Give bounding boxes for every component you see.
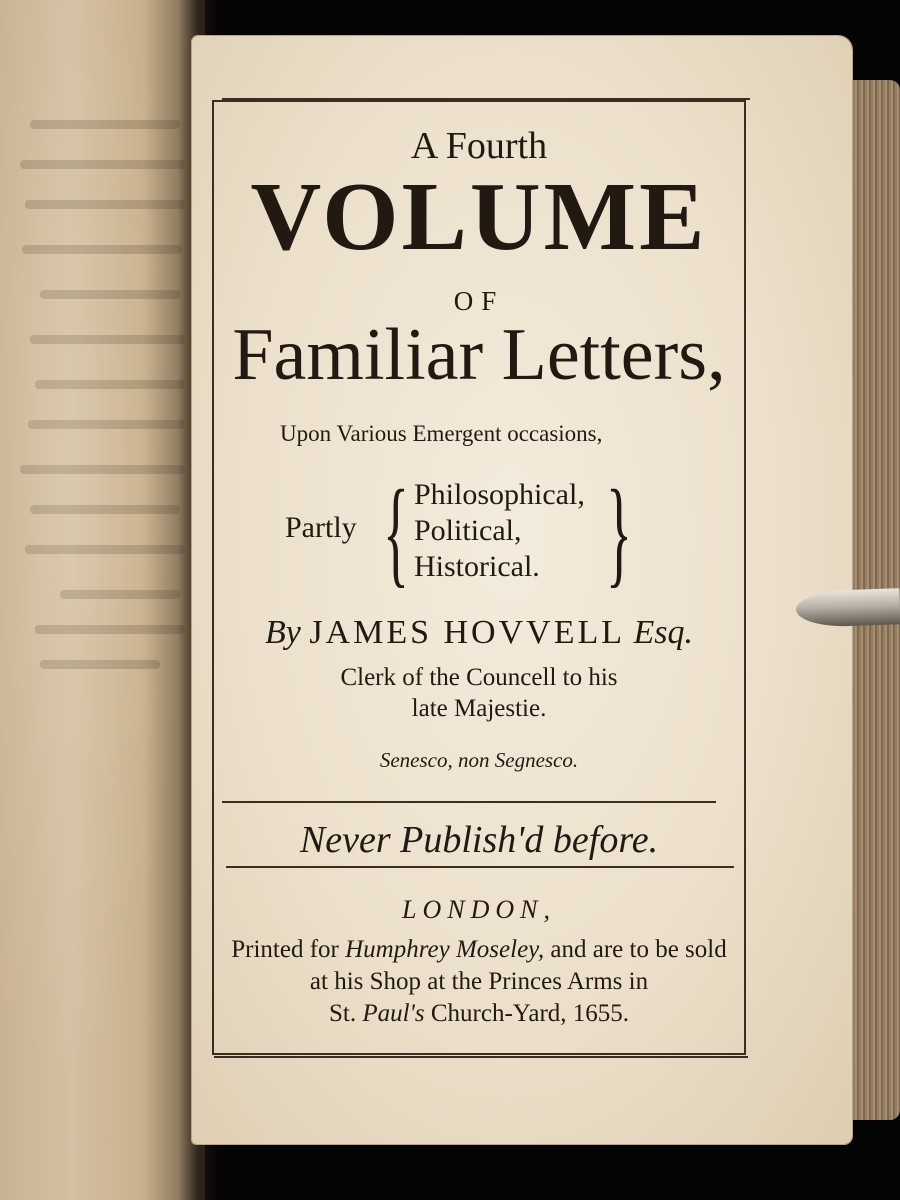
show-through-text [35,625,185,634]
divider-rule-upper [222,801,716,803]
partly-label: Partly [285,511,357,544]
show-through-text [30,120,180,129]
show-through-text [40,660,160,669]
show-through-text [35,380,185,389]
left-page [0,0,205,1200]
imprint-line-3-start: St. [328,1000,363,1027]
title-line-familiar-letters: Familiar Letters, [232,314,726,396]
imprint-publisher: Humphrey Moseley, [345,936,545,963]
show-through-text [20,465,185,474]
show-through-text [25,200,185,209]
left-brace-glyph: { [383,465,409,598]
imprint-paul: Paul's [362,1000,425,1027]
author-by: By [264,614,301,651]
imprint-line-1-start: Printed for [231,936,346,963]
author-office-line-2: late Majestie. [411,695,547,722]
author-office-line-1: Clerk of the Councell to his [340,664,618,691]
imprint-line-1 [212,936,746,964]
motto: Senesco, non Segnesco. [379,748,579,772]
divider-rule-lower [226,866,734,868]
show-through-text [25,545,185,554]
imprint-line-3 [212,1000,746,1028]
author-line [212,614,746,652]
subtitle-upon-various: Upon Various Emergent occasions, [280,421,603,446]
imprint-line-3-end: Church-Yard, 1655. [424,1000,630,1027]
title-line-volume: VOLUME [250,163,708,271]
show-through-text [40,290,180,299]
right-brace-glyph: } [606,465,632,598]
show-through-text [60,590,180,599]
author-name: JAMES HOVVELL [309,614,626,651]
show-through-text [28,420,185,429]
bottom-border-rule [214,1056,748,1058]
imprint-city: LONDON, [402,895,556,924]
show-through-text [22,245,182,254]
imprint-line-1-end: and are to be sold [544,936,727,963]
category-philosophical: Philosophical, [414,478,585,511]
title-line-a-fourth: A Fourth [410,125,548,167]
show-through-text [30,505,180,514]
title-line-of: OF [453,286,505,316]
show-through-text [30,335,185,344]
never-published-line: Never Publish'd before. [299,819,659,861]
category-political: Political, [414,514,522,547]
show-through-text [20,160,185,169]
author-suffix: Esq. [633,614,694,651]
category-historical: Historical. [414,550,540,583]
imprint-line-2: at his Shop at the Princes Arms in [309,968,649,995]
